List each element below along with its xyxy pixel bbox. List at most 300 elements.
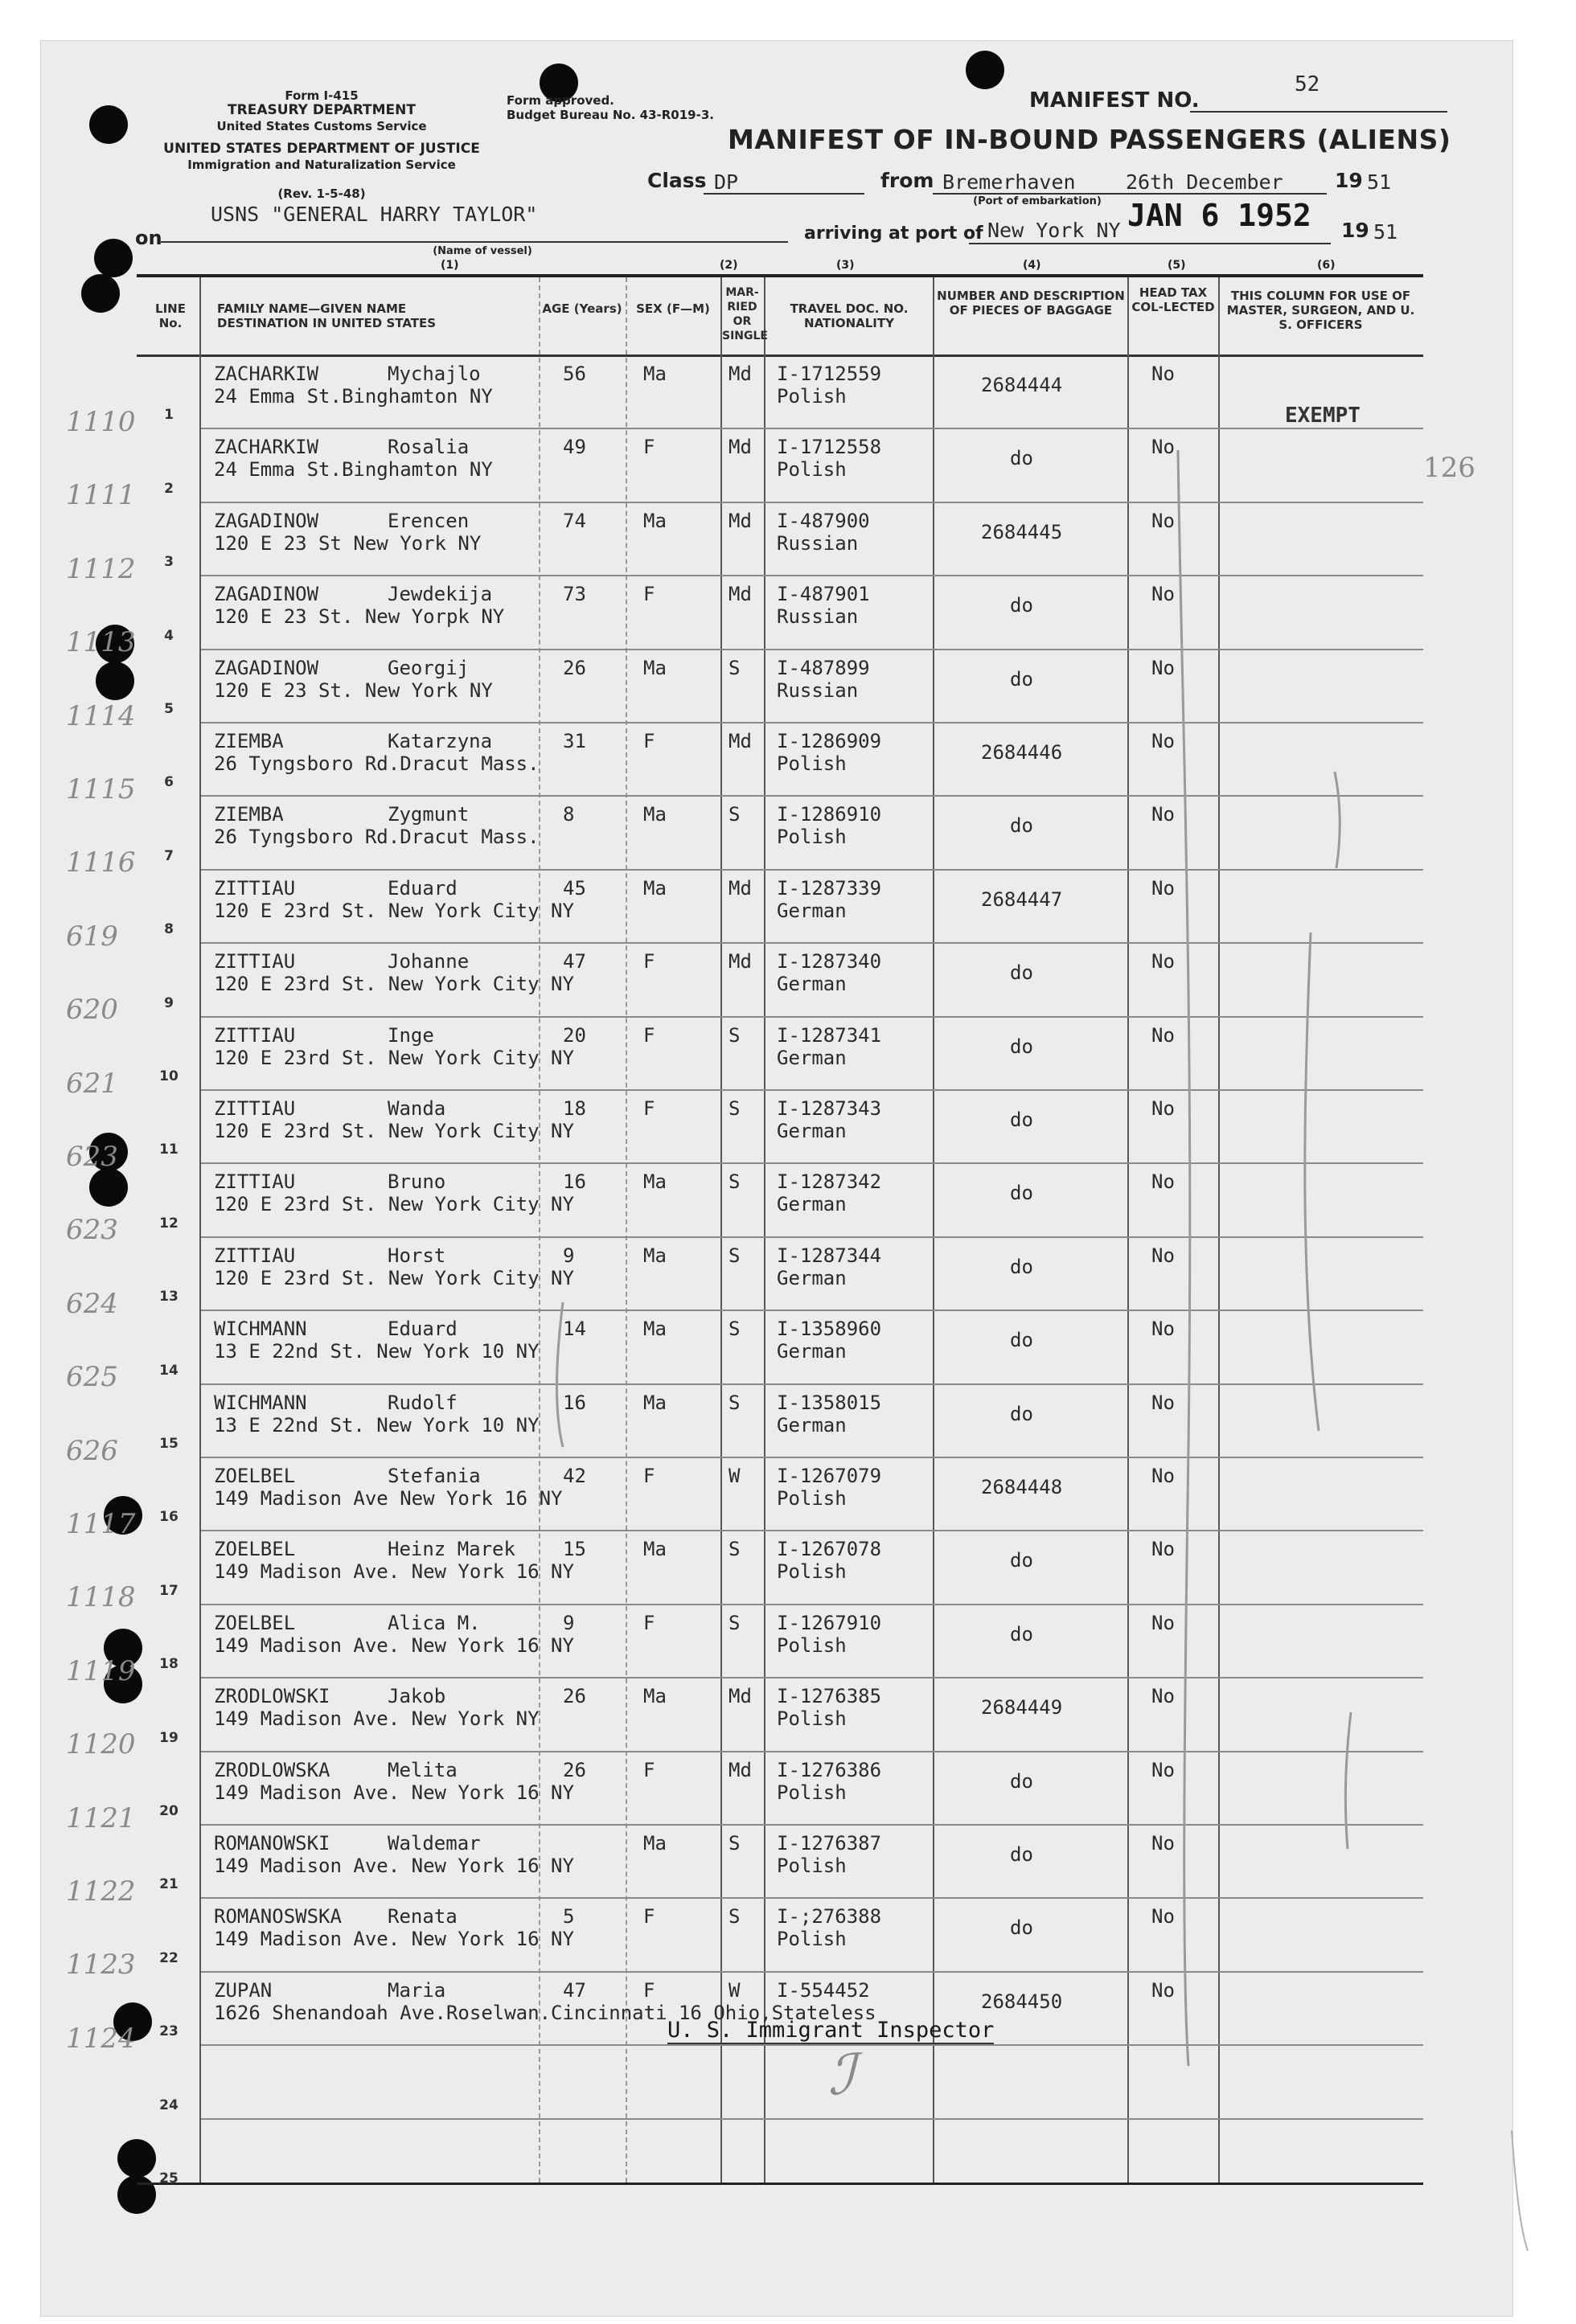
passenger-surname: ZOELBEL <box>214 1611 296 1634</box>
passenger-surname: ZIEMBA <box>214 730 284 752</box>
travel-doc-number: I-1267078 <box>777 1538 882 1561</box>
travel-doc-number: I-487901 <box>777 583 870 606</box>
margin-number: 1115 <box>66 773 136 805</box>
pencil-line <box>1512 2130 1528 2251</box>
line-number: 19 <box>159 1729 179 1746</box>
passenger-age: 47 <box>563 950 586 973</box>
passenger-surname: WICHMANN <box>214 1391 307 1414</box>
marital-status: S <box>728 1244 741 1267</box>
head-tax: No <box>1151 583 1175 606</box>
baggage-description: do <box>1010 1549 1033 1572</box>
nationality: Polish <box>777 1633 847 1657</box>
destination-address: 120 E 23rd St. New York City NY <box>214 1046 574 1069</box>
manifest-no-label: MANIFEST NO. <box>1029 88 1200 113</box>
line-number: 25 <box>159 2170 179 2187</box>
marital-status: W <box>728 1978 741 2002</box>
destination-address: 120 E 23rd St. New York City NY <box>214 1120 574 1142</box>
passenger-sex: F <box>643 1611 655 1634</box>
passenger-surname: ZRODLOWSKA <box>214 1758 330 1781</box>
passenger-given-name: Wanda <box>388 1097 446 1120</box>
travel-doc-number: I-1287342 <box>777 1170 882 1194</box>
passenger-given-name: Zygmunt <box>388 803 470 826</box>
line-number: 17 <box>159 1582 179 1599</box>
destination-address: 149 Madison Ave New York 16 NY <box>214 1487 563 1510</box>
travel-doc-number: I-1712558 <box>777 436 882 459</box>
nationality: Polish <box>777 1855 847 1877</box>
arrival-port: New York NY <box>987 219 1121 242</box>
destination-address: 26 Tyngsboro Rd.Dracut Mass. <box>214 752 540 775</box>
head-tax: No <box>1151 1758 1175 1781</box>
line-number: 7 <box>164 847 174 864</box>
passenger-age: 73 <box>563 583 586 606</box>
nationality: Russian <box>777 531 859 555</box>
class-label: Class <box>647 169 707 192</box>
nationality: German <box>777 1120 847 1142</box>
nationality: Russian <box>777 678 859 702</box>
line-number: 5 <box>164 701 174 717</box>
line-number: 2 <box>164 480 174 497</box>
pencil-line <box>557 1302 564 1447</box>
marital-status: W <box>728 1465 741 1487</box>
passenger-given-name: Rosalia <box>388 436 470 459</box>
nationality: German <box>777 1340 847 1363</box>
nationality: Polish <box>777 385 847 408</box>
line-number: 12 <box>159 1215 179 1232</box>
passenger-sex: Ma <box>643 1832 667 1855</box>
passenger-age: 9 <box>563 1611 575 1634</box>
year-prefix-2: 19 <box>1341 219 1369 242</box>
pencil-line <box>1345 1712 1351 1849</box>
marital-status: S <box>728 1023 741 1047</box>
margin-number: 620 <box>66 994 118 1027</box>
nationality: Polish <box>777 1560 847 1584</box>
destination-address: 13 E 22nd St. New York 10 NY <box>214 1340 540 1363</box>
destination-address: 149 Madison Ave. New York 16 NY <box>214 1560 574 1584</box>
passenger-surname: ZITTIAU <box>214 876 296 900</box>
head-tax: No <box>1151 950 1175 973</box>
margin-number: 626 <box>66 1434 118 1467</box>
marital-status: S <box>728 1097 741 1120</box>
passenger-sex: Ma <box>643 876 667 900</box>
head-tax: No <box>1151 1170 1175 1194</box>
passenger-age: 42 <box>563 1465 586 1487</box>
from-label: from <box>880 169 934 192</box>
arriving-label: arriving at port of <box>804 223 983 244</box>
head-tax: No <box>1151 363 1175 385</box>
baggage-description: do <box>1010 1329 1033 1352</box>
passenger-surname: ZOELBEL <box>214 1538 296 1561</box>
travel-doc-number: I-1276385 <box>777 1685 882 1708</box>
travel-doc-number: I-487899 <box>777 656 870 679</box>
year-prefix-1: 19 <box>1335 169 1363 192</box>
passenger-given-name: Jewdekija <box>388 583 493 606</box>
baggage-description: do <box>1010 667 1033 691</box>
head-tax: No <box>1151 1905 1175 1928</box>
col-header-sex: SEX (F—M) <box>636 301 710 316</box>
baggage-description: 2684444 <box>981 374 1063 396</box>
date-of-embarkation: 26th December <box>1126 170 1283 194</box>
form-revision: (Rev. 1-5-48) <box>277 186 366 201</box>
passenger-given-name: Heinz Marek <box>388 1538 515 1561</box>
head-tax: No <box>1151 876 1175 900</box>
nationality: Russian <box>777 605 859 629</box>
handwritten-126: 126 <box>1423 452 1475 484</box>
line-number: 4 <box>164 627 174 644</box>
line-number: 3 <box>164 554 174 571</box>
travel-doc-number: I-554452 <box>777 1978 870 2002</box>
marital-status: S <box>728 803 741 826</box>
nationality: German <box>777 899 847 922</box>
head-tax: No <box>1151 1611 1175 1634</box>
passenger-age: 16 <box>563 1391 586 1414</box>
passenger-sex: F <box>643 730 655 752</box>
passenger-given-name: Georgij <box>388 656 470 679</box>
margin-number: 1116 <box>66 846 136 879</box>
passenger-sex: Ma <box>643 1538 667 1561</box>
travel-doc-number: I-1286909 <box>777 730 882 752</box>
nationality: German <box>777 1266 847 1289</box>
passenger-given-name: Eduard <box>388 876 458 900</box>
marital-status: Md <box>728 730 752 752</box>
passenger-age: 18 <box>563 1097 586 1120</box>
nationality: Polish <box>777 752 847 775</box>
passenger-sex: Ma <box>643 1318 667 1341</box>
col-header-age: AGE (Years) <box>542 301 622 316</box>
passenger-age: 49 <box>563 436 586 459</box>
passenger-surname: ROMANOSWSKA <box>214 1905 342 1928</box>
head-tax: No <box>1151 1097 1175 1120</box>
passenger-given-name: Waldemar <box>388 1832 481 1855</box>
passenger-age: 20 <box>563 1023 586 1047</box>
form-approved: Form approved. <box>507 93 614 108</box>
inspector-stamp: U. S. Immigrant Inspector <box>667 2018 995 2043</box>
margin-number: 1119 <box>66 1654 136 1687</box>
line-number: 15 <box>159 1436 179 1452</box>
baggage-description: 2684445 <box>981 520 1063 543</box>
arrival-date-stamp: JAN 6 1952 <box>1127 198 1311 233</box>
destination-address: 120 E 23rd St. New York City NY <box>214 899 574 922</box>
passenger-sex: Ma <box>643 363 667 385</box>
line-number: 8 <box>164 921 174 938</box>
destination-address: 24 Emma St.Binghamton NY <box>214 458 493 482</box>
passenger-age: 47 <box>563 1978 586 2002</box>
passenger-surname: WICHMANN <box>214 1318 307 1341</box>
travel-doc-number: I-1286910 <box>777 803 882 826</box>
passenger-given-name: Horst <box>388 1244 446 1267</box>
passenger-given-name: Bruno <box>388 1170 446 1194</box>
margin-number: 1112 <box>66 552 136 585</box>
baggage-description: 2684446 <box>981 741 1063 764</box>
pencil-line <box>1305 932 1319 1431</box>
margin-number: 1113 <box>66 626 136 659</box>
margin-number: 625 <box>66 1361 118 1394</box>
on-label: on <box>135 227 162 249</box>
head-tax: No <box>1151 1685 1175 1708</box>
marital-status: Md <box>728 1758 752 1781</box>
budget-bureau: Budget Bureau No. 43-R019-3. <box>507 108 714 122</box>
col-header-married: MAR-RIED OR SINGLE <box>722 286 768 342</box>
form-number: Form I-415 <box>285 88 359 103</box>
baggage-description: 2684447 <box>981 887 1063 911</box>
year-2: 51 <box>1373 220 1398 244</box>
passenger-age: 26 <box>563 1758 586 1781</box>
col-header-line: LINE No. <box>155 301 186 330</box>
travel-doc-number: I-487900 <box>777 509 870 532</box>
passenger-given-name: Jakob <box>388 1685 446 1708</box>
department-of-justice: UNITED STATES DEPARTMENT OF JUSTICE <box>163 141 480 157</box>
head-tax: No <box>1151 803 1175 826</box>
marital-status: S <box>728 1538 741 1561</box>
passenger-surname: ZAGADINOW <box>214 509 319 532</box>
baggage-description: do <box>1010 1035 1033 1058</box>
margin-number: 1111 <box>66 479 136 512</box>
nationality: German <box>777 973 847 996</box>
marital-status: S <box>728 1170 741 1194</box>
manifest-title: MANIFEST OF IN-BOUND PASSENGERS (ALIENS) <box>728 124 1451 155</box>
passenger-age: 26 <box>563 1685 586 1708</box>
marital-status: S <box>728 656 741 679</box>
nationality: Polish <box>777 1487 847 1510</box>
baggage-description: 2684450 <box>981 1990 1063 2013</box>
travel-doc-number: I-1287343 <box>777 1097 882 1120</box>
passenger-surname: ZITTIAU <box>214 1023 296 1047</box>
passenger-surname: ZAGADINOW <box>214 583 319 606</box>
passenger-sex: Ma <box>643 509 667 532</box>
line-number: 21 <box>159 1876 179 1893</box>
passenger-given-name: Stefania <box>388 1465 481 1487</box>
head-tax: No <box>1151 1978 1175 2002</box>
margin-number: 1121 <box>66 1801 136 1834</box>
passenger-age: 74 <box>563 509 586 532</box>
marital-status: S <box>728 1611 741 1634</box>
passenger-age: 31 <box>563 730 586 752</box>
passenger-age: 56 <box>563 363 586 385</box>
passenger-sex: F <box>643 436 655 459</box>
passenger-sex: F <box>643 1905 655 1928</box>
passenger-sex: Ma <box>643 1685 667 1708</box>
treasury-department: TREASURY DEPARTMENT <box>228 102 416 118</box>
destination-address: 120 E 23 St New York NY <box>214 531 482 555</box>
passenger-age: 16 <box>563 1170 586 1194</box>
destination-address: 24 Emma St.Binghamton NY <box>214 385 493 408</box>
nationality: German <box>777 1413 847 1437</box>
port-of-embarkation: Bremerhaven <box>942 170 1076 194</box>
head-tax: No <box>1151 1244 1175 1267</box>
passenger-given-name: Maria <box>388 1978 446 2002</box>
passenger-sex: F <box>643 950 655 973</box>
col-header-tax: HEAD TAX COL-LECTED <box>1131 285 1215 314</box>
head-tax: No <box>1151 1465 1175 1487</box>
head-tax: No <box>1151 1318 1175 1341</box>
travel-doc-number: I-1276387 <box>777 1832 882 1855</box>
passenger-surname: ZACHARKIW <box>214 363 319 385</box>
vessel-name: USNS "GENERAL HARRY TAYLOR" <box>211 203 538 226</box>
destination-address: 149 Madison Ave. New York 16 NY <box>214 1855 574 1877</box>
line-number: 16 <box>159 1509 179 1526</box>
destination-address: 120 E 23rd St. New York City NY <box>214 1266 574 1289</box>
col-number-1: (1) <box>441 259 459 272</box>
passenger-age: 14 <box>563 1318 586 1341</box>
passenger-surname: ZITTIAU <box>214 1170 296 1194</box>
destination-address: 120 E 23rd St. New York City NY <box>214 973 574 996</box>
travel-doc-number: I-1287339 <box>777 876 882 900</box>
destination-address: 149 Madison Ave. New York 16 NY <box>214 1781 574 1804</box>
margin-number: 1110 <box>66 406 136 438</box>
inspector-signature: ℐ <box>828 2042 855 2108</box>
head-tax: No <box>1151 1538 1175 1561</box>
travel-doc-number: I-1287340 <box>777 950 882 973</box>
passenger-surname: ZACHARKIW <box>214 436 319 459</box>
baggage-description: 2684449 <box>981 1696 1063 1719</box>
destination-address: 149 Madison Ave. New York 16 NY <box>214 1928 574 1951</box>
marital-status: Md <box>728 363 752 385</box>
baggage-description: do <box>1010 1622 1033 1646</box>
marital-status: Md <box>728 950 752 973</box>
passenger-given-name: Mychajlo <box>388 363 481 385</box>
head-tax: No <box>1151 730 1175 752</box>
travel-doc-number: I-1287344 <box>777 1244 882 1267</box>
destination-address: 13 E 22nd St. New York 10 NY <box>214 1413 540 1437</box>
port-embark-caption: (Port of embarkation) <box>973 195 1102 207</box>
line-number: 11 <box>159 1142 179 1158</box>
destination-address: 26 Tyngsboro Rd.Dracut Mass. <box>214 826 540 849</box>
vessel-caption: (Name of vessel) <box>433 245 532 257</box>
margin-number: 621 <box>66 1067 118 1100</box>
passenger-sex: Ma <box>643 1391 667 1414</box>
passenger-sex: F <box>643 1758 655 1781</box>
passenger-given-name: Johanne <box>388 950 470 973</box>
head-tax: No <box>1151 1391 1175 1414</box>
travel-doc-number: I-1276386 <box>777 1758 882 1781</box>
passenger-age: 26 <box>563 656 586 679</box>
marital-status: Md <box>728 436 752 459</box>
travel-doc-number: I-1267910 <box>777 1611 882 1634</box>
destination-address: 149 Madison Ave. New York NY <box>214 1707 540 1731</box>
passenger-sex: Ma <box>643 1170 667 1194</box>
passenger-sex: F <box>643 1465 655 1487</box>
margin-number: 624 <box>66 1287 118 1320</box>
passenger-given-name: Melita <box>388 1758 458 1781</box>
passenger-surname: ZITTIAU <box>214 1244 296 1267</box>
head-tax: No <box>1151 509 1175 532</box>
margin-number: 619 <box>66 920 118 953</box>
nationality: German <box>777 1046 847 1069</box>
marital-status: S <box>728 1318 741 1341</box>
nationality: Polish <box>777 1781 847 1804</box>
customs-service: United States Customs Service <box>216 119 427 133</box>
col-header-officers: THIS COLUMN FOR USE OF MASTER, SURGEON, AND U. S. OFFICERS <box>1226 289 1415 332</box>
line-number: 1 <box>164 407 174 424</box>
baggage-description: do <box>1010 1769 1033 1793</box>
travel-doc-number: I-1267079 <box>777 1465 882 1487</box>
passenger-surname: ZAGADINOW <box>214 656 319 679</box>
passenger-age: 9 <box>563 1244 575 1267</box>
handwritten-exempt: EXEMPT <box>1285 404 1361 428</box>
baggage-description: 2684448 <box>981 1476 1063 1498</box>
marital-status: S <box>728 1905 741 1928</box>
line-number: 10 <box>159 1068 179 1084</box>
margin-number: 1117 <box>66 1508 136 1540</box>
col-number-5: (5) <box>1168 259 1186 272</box>
baggage-description: do <box>1010 1255 1033 1278</box>
passenger-given-name: Alica M. <box>388 1611 481 1634</box>
col-header-travel: TRAVEL DOC. NO. NATIONALITY <box>790 301 909 330</box>
nationality: Polish <box>777 1928 847 1951</box>
col-number-6: (6) <box>1317 259 1336 272</box>
baggage-description: do <box>1010 1182 1033 1205</box>
year-1: 51 <box>1367 170 1392 194</box>
line-number: 6 <box>164 774 174 791</box>
travel-doc-number: I-1287341 <box>777 1023 882 1047</box>
passenger-sex: Ma <box>643 656 667 679</box>
destination-address: 120 E 23 St. New York NY <box>214 678 493 702</box>
head-tax: No <box>1151 1023 1175 1047</box>
passenger-age: 8 <box>563 803 575 826</box>
ins-label: Immigration and Naturalization Service <box>187 158 456 172</box>
col-number-4: (4) <box>1023 259 1041 272</box>
marital-status: S <box>728 1832 741 1855</box>
baggage-description: do <box>1010 1843 1033 1866</box>
line-number: 23 <box>159 2023 179 2040</box>
baggage-description: do <box>1010 447 1033 470</box>
destination-address: 120 E 23rd St. New York City NY <box>214 1193 574 1216</box>
passenger-given-name: Rudolf <box>388 1391 458 1414</box>
col-number-3: (3) <box>836 259 855 272</box>
marital-status: Md <box>728 876 752 900</box>
manifest-no-value: 52 <box>1295 72 1320 96</box>
head-tax: No <box>1151 656 1175 679</box>
line-number: 9 <box>164 994 174 1011</box>
passenger-sex: F <box>643 583 655 606</box>
passenger-surname: ZUPAN <box>214 1978 273 2002</box>
passenger-surname: ROMANOWSKI <box>214 1832 330 1855</box>
line-number: 24 <box>159 2097 179 2113</box>
marital-status: S <box>728 1391 741 1414</box>
col-number-2: (2) <box>720 259 738 272</box>
travel-doc-number: I-1358960 <box>777 1318 882 1341</box>
marital-status: Md <box>728 1685 752 1708</box>
margin-number: 623 <box>66 1141 118 1173</box>
baggage-description: do <box>1010 594 1033 617</box>
margin-number: 1123 <box>66 1949 136 1982</box>
travel-doc-number: I-;276388 <box>777 1905 882 1928</box>
baggage-description: do <box>1010 1916 1033 1940</box>
margin-number: 1120 <box>66 1728 136 1761</box>
baggage-description: do <box>1010 1402 1033 1425</box>
baggage-description: do <box>1010 814 1033 838</box>
col-header-name: FAMILY NAME—GIVEN NAME DESTINATION IN UNITED STATES <box>217 301 437 330</box>
passenger-age: 15 <box>563 1538 586 1561</box>
line-number: 22 <box>159 1949 179 1966</box>
passenger-given-name: Eduard <box>388 1318 458 1341</box>
travel-doc-number: I-1358015 <box>777 1391 882 1414</box>
passenger-sex: F <box>643 1023 655 1047</box>
passenger-sex: F <box>643 1978 655 2002</box>
class-value: DP <box>714 170 739 194</box>
nationality: German <box>777 1193 847 1216</box>
destination-address: 149 Madison Ave. New York 16 NY <box>214 1633 574 1657</box>
line-number: 20 <box>159 1803 179 1819</box>
passenger-given-name: Inge <box>388 1023 434 1047</box>
passenger-given-name: Renata <box>388 1905 458 1928</box>
passenger-surname: ZRODLOWSKI <box>214 1685 330 1708</box>
passenger-surname: ZITTIAU <box>214 950 296 973</box>
head-tax: No <box>1151 436 1175 459</box>
margin-number: 1122 <box>66 1875 136 1908</box>
baggage-description: do <box>1010 1109 1033 1131</box>
passenger-age: 45 <box>563 876 586 900</box>
nationality: Polish <box>777 458 847 482</box>
